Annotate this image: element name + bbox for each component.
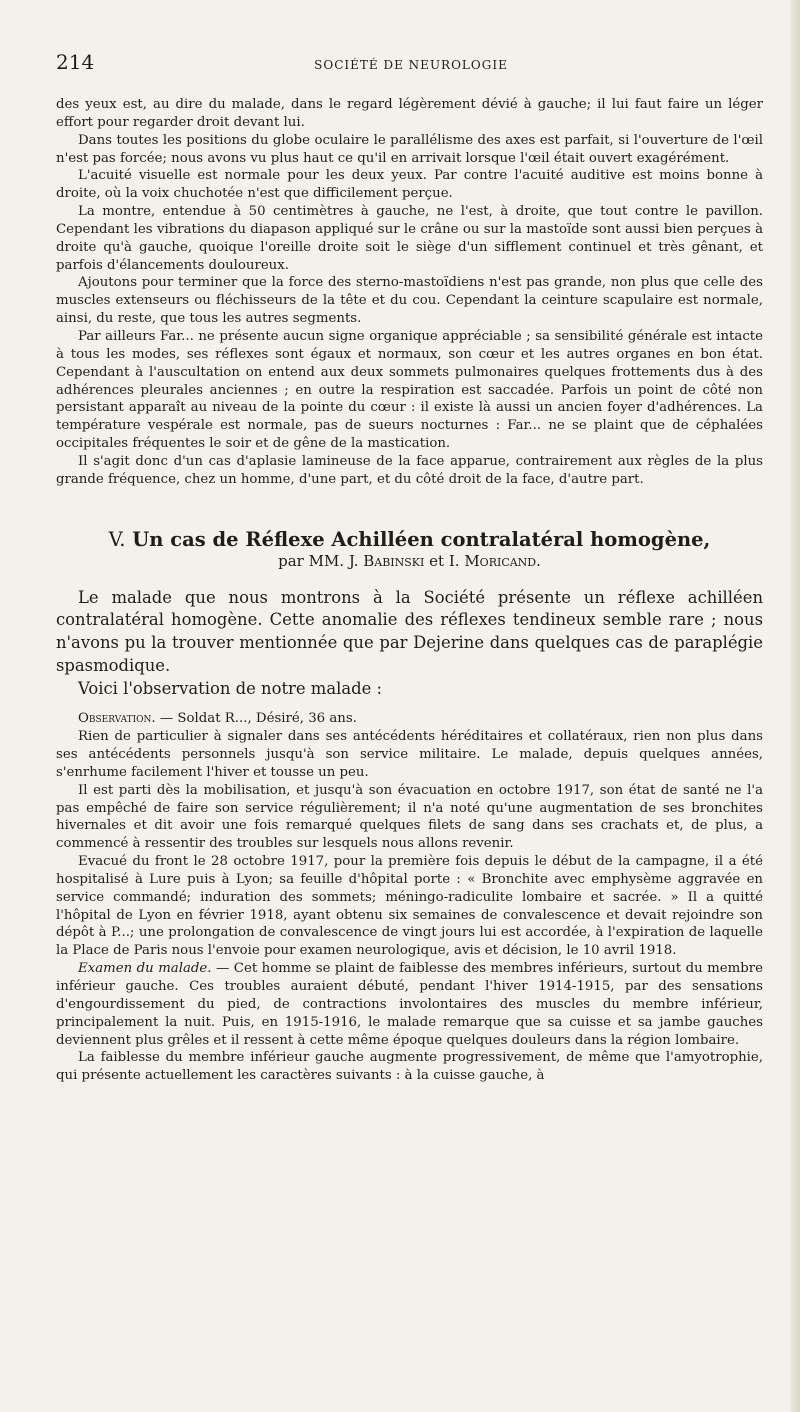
observation-header-text: — Soldat R..., Désiré, 36 ans. xyxy=(155,711,357,727)
prev-paragraph-6: Par ailleurs Far... ne présente aucun signe organique appréciable ; sa sensibilité générale est intacte à tous les modes, ses réflexes sont égaux et normaux, son cœur et les autres organes en bon état. Cependant à l'auscultation on entend aux deux sommets pulmonaires quelques frottements dus à des adhérences pleurales anciennes ; en outre la respiration est saccadée. Parfois un point de côté non persistant apparaît au niveau de la pointe du cœur : il existe là aussi un ancien foyer d'adhérences. La température vespérale est normale, pas de sueurs nocturnes : Far... ne se plaint que de céphalées occipitales fréquentes le soir et de gêne de la mastication. xyxy=(56,328,763,452)
author-moricand: Moricand. xyxy=(464,551,541,570)
exam-paragraph xyxy=(56,960,763,1049)
byline xyxy=(56,551,763,571)
prev-paragraph-7: Il s'agit donc d'un cas d'aplasie lamineuse de la face apparue, contrairement aux règles de la plus grande fréquence, chez un homme, d'une part, et du côté droit de la face, d'autre part. xyxy=(56,453,763,487)
exam-text: — Cet homme se plaint de faiblesse des membres inférieurs, surtout du membre inférieur gauche. Ces troubles auraient débuté, pendant l'hiver 1914-1915, par des sensations d'engourdissement du pied, de contractions involontaires des muscles du membre inférieur, principalement la nuit. Puis, en 1915-1916, le malade remarque que sa cuisse et sa jambe gauches deviennent plus grêles et il ressent à cette même époque quelques douleurs dans la région lombaire. xyxy=(56,961,763,1048)
prev-paragraph-2: Dans toutes les positions du globe oculaire le parallélisme des axes est parfait, si l'ouverture de l'œil n'est pas forcée; nous avons vu plus haut ce qu'il en arrivait lorsque l'œil était ouvert exagérément. xyxy=(56,132,763,166)
byline-prefix: par MM. J. xyxy=(278,551,359,570)
observation-label: Observation. xyxy=(78,711,156,727)
page-edge xyxy=(790,0,800,1412)
observation-paragraph-3: Evacué du front le 28 octobre 1917, pour la première fois depuis le début de la campagne, il a été hospitalisé à Lure puis à Lyon; sa feuille d'hôpital porte : « Bronchite avec emphysème aggravée en service commandé; induration des sommets; méningo-radiculite lombaire et sacrée. » Il a quitté l'hôpital de Lyon en février 1918, ayant obtenu six semaines de convalescence et devait rejoindre son dépôt à P...; une prolongation de convalescence de vingt jours lui est accordée, à l'expiration de laquelle la Place de Paris nous l'envoie pour examen neurologique, avis et décision, le 10 avril 1918. xyxy=(56,854,763,959)
observation-paragraph-5: La faiblesse du membre inférieur gauche augmente progressivement, de même que l'amyotrophie, qui présente actuellement les caractères suivants : à la cuisse gauche, à xyxy=(56,1050,763,1084)
running-head: SOCIÉTÉ DE NEUROLOGIE xyxy=(314,58,508,72)
intro-paragraph-1: Le malade que nous montrons à la Société présente un réflexe achilléen contralatéral homogène. Cette anomalie des réflexes tendineux semble rare ; nous n'avons pu la trouver mentionnée que par Dejerine dans quelques cas de paraplégie spasmodique. xyxy=(56,587,763,675)
intro-paragraph-2: Voici l'observation de notre malade : xyxy=(78,678,383,698)
observation-paragraph-1: Rien de particulier à signaler dans ses antécédents héréditaires et collatéraux, rien non plus dans ses antécédents personnels jusqu'à son service militaire. Le malade, depuis quelques années, s'enrhume facilement l'hiver et tousse un peu. xyxy=(56,729,763,780)
observation-header xyxy=(56,710,763,728)
page-header xyxy=(56,50,766,78)
prev-paragraph-5: Ajoutons pour terminer que la force des sterno-mastoïdiens n'est pas grande, non plus que celle des muscles extenseurs ou fléchisseurs de la tête et du cou. Cependant la ceinture scapulaire est normale, ainsi, du reste, que tous les autres segments. xyxy=(56,275,763,327)
observation-paragraph-2: Il est parti dès la mobilisation, et jusqu'à son évacuation en octobre 1917, son état de santé ne l'a pas empêché de faire son service régulièrement; il n'a noté qu'une augmentation de ses bronchites hivernales et dit avoir une fois remarqué quelques filets de sang dans ses crachats et, de plus, a commencé à ressentir des troubles sur lesquels nous allons revenir. xyxy=(56,782,763,852)
section-number: V. xyxy=(108,527,126,551)
prev-paragraph-4: La montre, entendue à 50 centimètres à gauche, ne l'est, à droite, que tout contre le pavillon. Cependant les vibrations du diapason appliqué sur le crâne ou sur la mastoïde sont aussi bien perçues à droite qu'à gauche, quoique l'oreille droite soit le siège d'un sifflement continuel et très gênant, et parfois d'élancements douloureux. xyxy=(56,204,763,273)
exam-label: Examen du malade. xyxy=(78,961,212,977)
text-block xyxy=(56,96,763,1085)
page-number: 214 xyxy=(56,50,95,74)
prev-paragraph-3: L'acuité visuelle est normale pour les deux yeux. Par contre l'acuité auditive est moins bonne à droite, où la voix chuchotée n'est que difficilement perçue. xyxy=(56,168,763,202)
prev-paragraph-1: des yeux est, au dire du malade, dans le regard légèrement dévié à gauche; il lui faut faire un léger effort pour regarder droit devant lui. xyxy=(56,97,763,130)
byline-middle: et I. xyxy=(429,551,460,570)
section-title xyxy=(56,529,763,551)
author-babinski: Babinski xyxy=(363,551,425,570)
section-title-text: Un cas de Réflexe Achilléen contralatéral homogène, xyxy=(132,527,711,551)
